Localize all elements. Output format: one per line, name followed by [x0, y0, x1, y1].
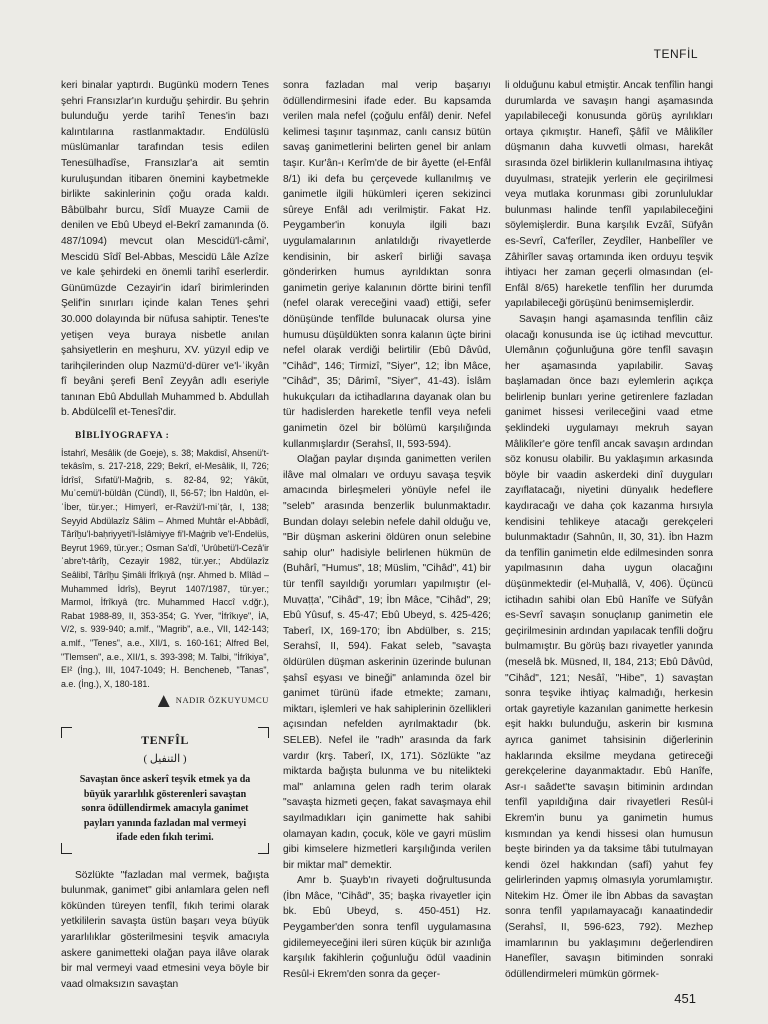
corner-mark — [258, 727, 269, 738]
bibliography-heading: BİBLİYOGRAFYA : — [75, 431, 170, 442]
column-2 — [283, 78, 491, 1008]
body-paragraph: keri binalar yaptırdı. Bugünkü modern Tenes şehri Fransızlar'ın kurduğu şehirdir. Bu şehrin bulunduğu yerde tarihî Tenes'in bazı kalıntılarına rastlanmaktadır. Endülüslü müslümanlar tarafından tesis edilen Tenesülhadîse, Fransızlar'a ait semtin kuruluşundan itibaren önemini kaybetmekle birlikte sakinlerinin çoğu orada kaldı. Bâbülbahr burcu, Sîdî Muayze Camii de denilen ve Ebû Ubeyd el-Bekrî zamanında (ö. 487/1094) mevcut olan Mescidü'l-câmi', Mescidü Sîdî Bel-Abbas, Mescidü Lâle Azîze ve kale şehirdeki en önemli tarihî eserlerdir. Günümüzde Cezayir'in idarî birimlerinden Şelif'in sınırları içinde kalan Tenes şehri 30.000 dolayında bir nüfusa sahiptir. Tenes'te yetişen veya buraya nisbetle anılan şahsiyetlerin en meşhuru, XV. yüzyıl edip ve tarihçilerinden olup Nazmü'd-dürer ve'l-ʿikyân fî beyâni şerefi Benî Zeyyân adlı eseriyle tanınan Ebû Abdullah Muhammed b. Abdullah b. Abdülcelîl et-Tenesî'dir. — [61, 80, 269, 419]
column-3 — [505, 78, 713, 983]
bibliography-text: İstahrî, Mesâlik (de Goeje), s. 38; Makdisî, Ahsenü't-tekâsîm, s. 217-218, 229; Bekrî, el-Mesâlik, II, 726; İdrîsî, Sıfatü'l-Mağrib, s. 82-84, 92; Yâkūt, Muʿcemü'l-büldân (Cündî), II, 56-57; İbn Haldûn, el-ʿİber, tür.yer.; Himyerî, er-Ravżü'l-miʿṭâr, I, 138; Seyyid Abdülazîz Sâlim – Ahmed Muhtâr el-Abbâdî, Târîḫu'l-baḥriyyeti'l-İslâmiyye fi'l-Maġrib ve'l-Endelüs, Beyrut 1969, tür.yer.; Osman Sa'dî, 'Urûbetü'l-Cezâ'ir ʿabre't-târîḫ, Cezayir 1982, tür.yer.; Abdülazîz Seâlibî, Târîḫu Şimâli İfrîḳıyâ (nşr. Ahmed b. Mîlâd – Muhammed İdrîs), Beyrut 1407/1987, tür.yer.; Marmol, İfrîkıyâ (trc. Muhammed Haccî v.dğr.), Rabat 1988-89, II, 353-354; G. Yver, "İfrîkıye", İA, V/2, s. 939-940; a.mlf., "Magrib", a.e., VII, 142-143; a.mlf., "Tenes", a.e., XII/1, s. 160-161; Alfred Bel, "Tlemsen", a.e., XII/1, s. 393-398; M. Talbi, "İfrîkiya", EI² (İng.), III, 1047-1049; H. Bencheneb, "Tanas", a.e. (İng.), X, 180-181. — [61, 447, 269, 689]
body-paragraph: Olağan paylar dışında ganimetten verilen ilâve mal olmaları ve orduyu savaşa teşvik amacında birleşmeleri yönüyle nefel ile "seleb" arasında benzerlik bulunmaktadır. Bundan dolayı selebin nefele dahil olduğu ve, "Bir düşman askerini öldüren onun selebine sahip olur" hadisiyle belirlenen hükmün de (Buhârî, "Humus", 18; Müslim, "Cihâd", 41) bir tür tenfîl sayıldığı yorumları yapılmıştır (el-Muvaṭṭa', "Cihâd", 19; İbn Mâce, "Cihâd", 29; Ebû Yûsuf, s. 45-47; Ebû Ubeyd, s. 425-426; Taberî, IX, 169-170; İbn Abdülber, s. 215; Serahsî, II, 594). Fakat seleb, "savaşta öldürülen düşman askerinin üzerinde bulunan şahsî eşyası ve bineği" anlamında özel bir ganimet türünü ifade etmekte; zamanı, miktarı, işlemleri ve hak sahiplerinin özellikleri açısından nefelden ayrılmaktadır (bk. SELEB). Nefel ile "radh" arasında da fark vardır (krş. Taberî, IX, 171). Sözlükte "az miktarda bağışta bulunma ve bu nitelikteki mal" anlamına gelen radh terim olarak "savaşta hizmeti geçen, fakat savaşmaya ehil sayılmadıkları için ganimette hak sahibi olamayan kadın, çocuk, köle ve gayri müslim gibi kimselere hizmetleri karşılığında verilen bir miktar mal" demektir. — [283, 454, 491, 871]
author-logo-icon — [158, 695, 170, 707]
body-paragraph: Amr b. Şuayb'ın rivayeti doğrultusunda (İbn Mâce, "Cihâd", 35; başka rivayetler için bk. Ebû Ubeyd, s. 450-451) Hz. Peygamber'den sonra tenfîl uygulamasına gidilemeyeceğini ileri süren küçük bir azınlığa karşılık fakihlerin çoğunluğu ödül vaadinin Resûl-i Ekrem'den sonra da geçer- — [283, 875, 491, 980]
running-title: TENFİL — [653, 47, 698, 61]
corner-mark — [258, 843, 269, 854]
author-signature — [61, 693, 269, 709]
entry-header-box — [61, 727, 269, 854]
corner-mark — [61, 843, 72, 854]
entry-arabic-title: ( التنفيل ) — [143, 752, 187, 765]
body-paragraph: Savaşın hangi aşamasında tenfîlin câiz olacağı konusunda ise üç ictihad mevcuttur. Ulemânın çoğunluğuna göre tenfîl savaşın her aşamasında yapılabilir. Savaş başlamadan önce bazı eylemlerin açıkça belirlenip bunları yerine getirenlere fazladan ganimet hissesi verileceğini vaad etme şeklindeki uygulamayı mekruh sayan Mâlikîler'e göre tenfîl ancak savaşın ardından söz konusu olabilir. Bu yaklaşımın arkasında böyle bir vaadin askerdeki dinî duyguları zayıflatacağı, niyetini dünyalık hedeflere kaydıracağı ve daha çok kazanma hırsıyla kendisini tehlikeye atacağı gerekçeleri bulunmaktadır (Sahnûn, II, 30, 31). İbn Hazm da tenfîlin ganimetin elde edilmesinden sonra yapılmasının daha uygun olacağını düşünmektedir (el-Muḥallâ, V, 406). Üçüncü ictihadın sahibi olan Ebû Hanîfe ve Süfyân es-Sevrî savaşın sonuçlanıp ganimetin ele geçirilmesinin ardından yapılacak tenfîli doğru bulmamıştır. Bu görüş bazı rivayetler yanında (meselâ bk. Müsned, II, 184, 213; Ebû Dâvûd, "Cihâd", 121; Nesâî, "Hibe", 1) savaştan sonra teşvike ihtiyaç kalmadığı, herkesin ortak gayretiyle kazanılan ganimette herkesin eşit hakkı bulunduğu, askerin bir kısmına ayrıca ganimet tahsisinin diğerlerinin haklarında eksilme meydana getireceği gerekçelerine dayanmaktadır. Ebû Hanîfe, Asr-ı saâdet'te savaşın bitiminin ardından tenfîl yapıldığına dair rivayetleri Resûl-i Ekrem'in bunu ya ganimetin humus kısmından ya kendi hissesi olan humusun beşte birinden ya da taksime tâbi tutulmayan kendi özel hakkından (safî) yahut fey gelirlerinden yapmış olmasıyla yorumlamıştır. Nitekim Hz. Ömer ile İbn Abbas da savaştan sonra tenfîl yapılamayacağı kanaatindedir (Serahsî, II, 596-623, 792). Mezhep imamlarının bu yaklaşımını değerlendiren Hanefîler, savaşın bitiminden sonraki ödüllendirmeleri mümkün görmek- — [505, 313, 713, 980]
body-paragraph: li olduğunu kabul etmiştir. Ancak tenfîlin hangi durumlarda ve savaşın hangi aşamasında yapılabileceği konusunda görüş ayrılıkları ortaya çıkmıştır. Hanefî, Şâfiî ve Mâlikîler düşmanın daha kuvvetli olması, harekât sırasında özel birliklerin kullanılmasına ihtiyaç duyulması, stratejik yerlerin ele geçirilmesi veya mutlaka korunması gibi zorunluluklar bulunması halinde tenfîl yapılabileceğini söylemişlerdir. Buna karşılık Evzâî, Süfyân es-Sevrî, Ca'ferîler, Zeydîler, Hanbelîler ve Zâhirîler savaş ortamında iken orduyu teşvik ihtiyacı her zaman geçerli olmasından (el-Enfâl 8/65) hareketle tenfîlin her durumda yapılabileceği görüşünü benimsemişlerdir. — [505, 80, 713, 310]
page-number: 451 — [674, 991, 696, 1006]
author-name: NADIR ÖZKUYUMCU — [175, 695, 269, 706]
body-paragraph: Sözlükte "fazladan mal vermek, bağışta bulunmak, ganimet" gibi anlamlara gelen nefl kökünden türeyen tenfîl, fıkıh terimi olarak yetkililerin savaşta üstün başarı veya büyük yararlılıklar gösterilmesini teşvik amacıyla askere ganimetteki olağan paya ilâve olarak bir mal vermeyi vaad etmesini veya böyle bir vaad olmaksızın savaştan — [61, 869, 269, 990]
entry-title: TENFÎL — [141, 732, 189, 747]
corner-mark — [61, 727, 72, 738]
column-1 — [61, 78, 269, 1008]
entry-definition: Savaştan önce askerî teşvik etmek ya da büyük yararlılık gösterenleri savaştan sonra ödüllendirmek amacıyla ganimet payları yanında fazladan mal vermeyi ifade eden fıkıh terimi. — [79, 774, 251, 844]
body-paragraph: sonra fazladan mal verip başarıyı ödüllendirmesini ifade eder. Bu kapsamda verilen mala nefel (çoğulu enfâl) denir. Nefel kelimesi taşınır taşınmaz, canlı cansız bütün savaş ganimetlerini belirten genel bir anlam taşır. Kur'ân-ı Kerîm'de de bir âyette (el-Enfâl 8/1) iki defa bu çerçevede kullanılmış ve ganimetle ilgili hükümleri içeren sekizinci sûreye Enfâl adı verilmiştir. Fakat Hz. Peygamber'in konuyla ilgili bazı uygulamalarının anlatıldığı rivayetlerde kendisinin, bir askerî birliği savaşa gönderirken humus ayrıldıktan sonra ganimetin geriye kalanının dörtte birini tenfîl (nefel olarak vereceğini vaad) ettiği, sefer dönüşünde tenfîlde bulunacak olursa yine humusu düşüldükten sonra kalanın üçte birini nefel olarak verdiği belirtilir (Ebû Dâvûd, "Cihâd", 146; Tirmizî, "Siyer", 12; İbn Mâce, "Cihâd", 35; Dârimî, "Siyer", 41-43). İslâm hukukçuları da ictihadlarına dayanak olan bu tür hadislerden hareketle tenfîl veya nefeli ganimetin özel bir bölümü karşılığında kullanmışlardır (Serahsî, II, 593-594). — [283, 80, 491, 450]
